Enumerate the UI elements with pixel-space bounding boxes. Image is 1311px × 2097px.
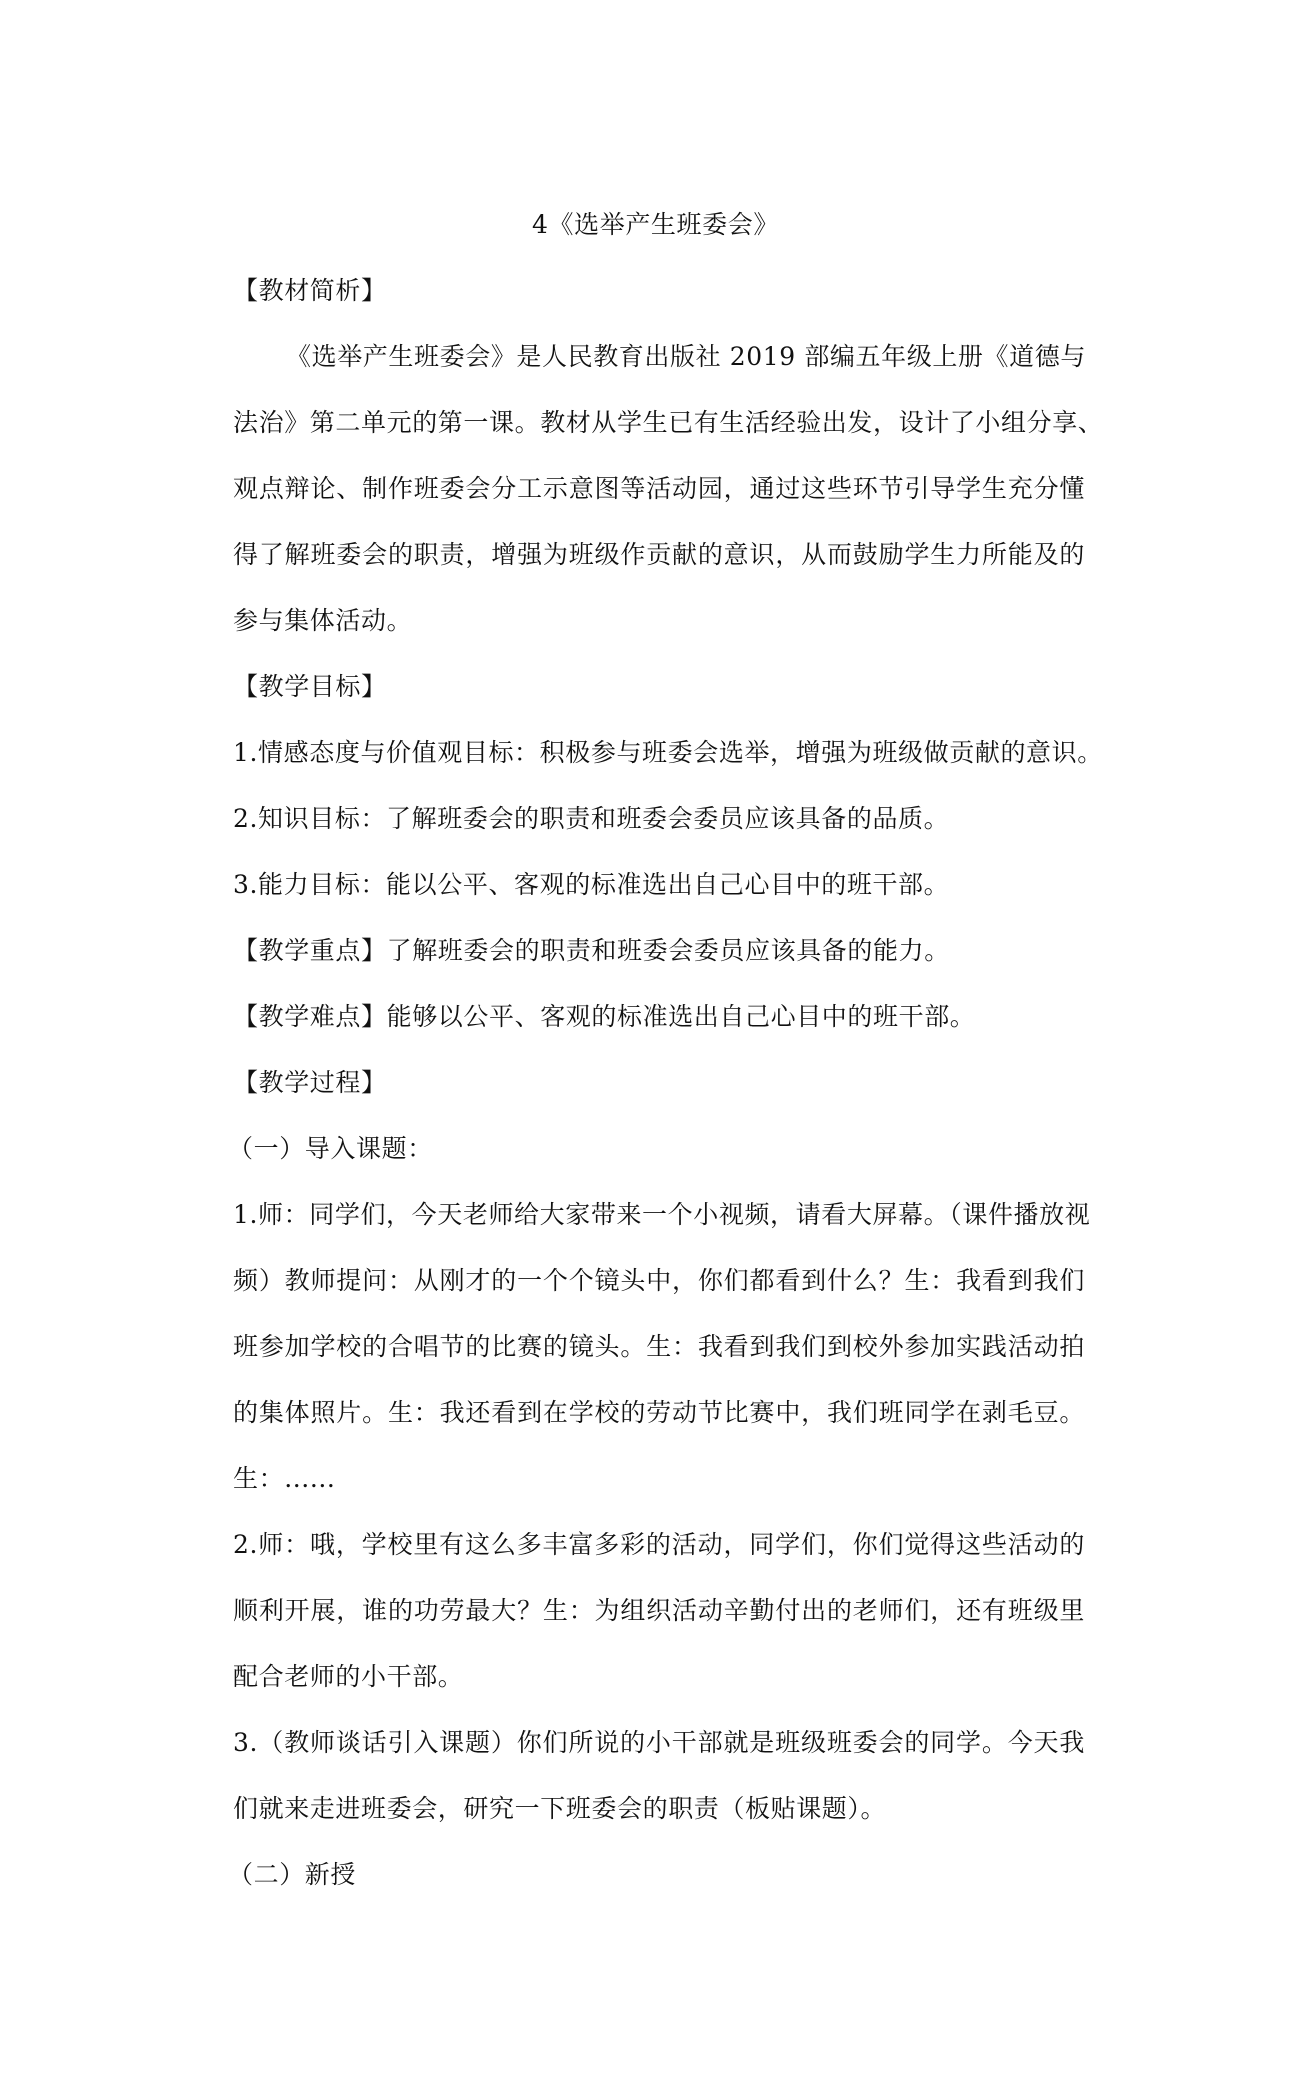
analysis-line: 《选举产生班委会》是人民教育出版社 2019 部编五年级上册《道德与: [286, 342, 1086, 371]
difficulty-row: [233, 1001, 1085, 1033]
process-line: 们就来走进班委会，研究一下班委会的职责（板贴课题）。: [233, 1794, 887, 1823]
process-line: 1.师：同学们，今天老师给大家带来一个小视频，请看大屏幕。（课件播放视: [233, 1200, 1091, 1229]
subsection-heading-intro: （一）导入课题：: [228, 1134, 433, 1163]
process-line: 班参加学校的合唱节的比赛的镜头。生：我看到我们到校外参加实践活动拍: [233, 1332, 1085, 1361]
process-line: 频）教师提问：从刚才的一个个镜头中，你们都看到什么？生：我看到我们: [233, 1266, 1085, 1295]
subsection-heading-new-lesson: （二）新授: [228, 1860, 357, 1889]
process-line: 顺利开展，谁的功劳最大？生：为组织活动辛勤付出的老师们，还有班级里: [233, 1596, 1085, 1625]
section-heading-analysis: 【教材简析】: [233, 276, 387, 305]
process-line: 2.师：哦，学校里有这么多丰富多彩的活动，同学们，你们觉得这些活动的: [233, 1530, 1085, 1559]
process-line: 生：......: [233, 1464, 336, 1493]
objective-item: 2.知识目标：了解班委会的职责和班委会委员应该具备的品质。: [233, 804, 950, 833]
section-heading-objectives: 【教学目标】: [233, 672, 387, 701]
section-heading-key-point: 【教学重点】: [233, 936, 387, 965]
process-line: 配合老师的小干部。: [233, 1662, 464, 1691]
document-title: 4《选举产生班委会》: [532, 210, 779, 239]
difficulty-text: 能够以公平、客观的标准选出自己心目中的班干部。: [386, 1002, 976, 1031]
process-line: 的集体照片。生：我还看到在学校的劳动节比赛中，我们班同学在剥毛豆。: [233, 1398, 1085, 1427]
objective-item: 3.能力目标：能以公平、客观的标准选出自己心目中的班干部。: [233, 870, 950, 899]
process-line: 3.（教师谈话引入课题）你们所说的小干部就是班级班委会的同学。今天我: [233, 1728, 1085, 1757]
analysis-line: 法治》第二单元的第一课。教材从学生已有生活经验出发，设计了小组分享、: [233, 408, 1104, 437]
section-heading-process: 【教学过程】: [233, 1068, 387, 1097]
analysis-line: 观点辩论、制作班委会分工示意图等活动园，通过这些环节引导学生充分懂: [233, 474, 1085, 503]
analysis-line: 参与集体活动。: [233, 606, 413, 635]
section-heading-difficulty: 【教学难点】: [233, 1002, 387, 1031]
analysis-line: 得了解班委会的职责，增强为班级作贡献的意识，从而鼓励学生力所能及的: [233, 540, 1085, 569]
objective-item: 1.情感态度与价值观目标：积极参与班委会选举，增强为班级做贡献的意识。: [233, 738, 1103, 767]
key-point-text: 了解班委会的职责和班委会委员应该具备的能力。: [386, 936, 950, 965]
key-point-row: [233, 935, 1085, 967]
